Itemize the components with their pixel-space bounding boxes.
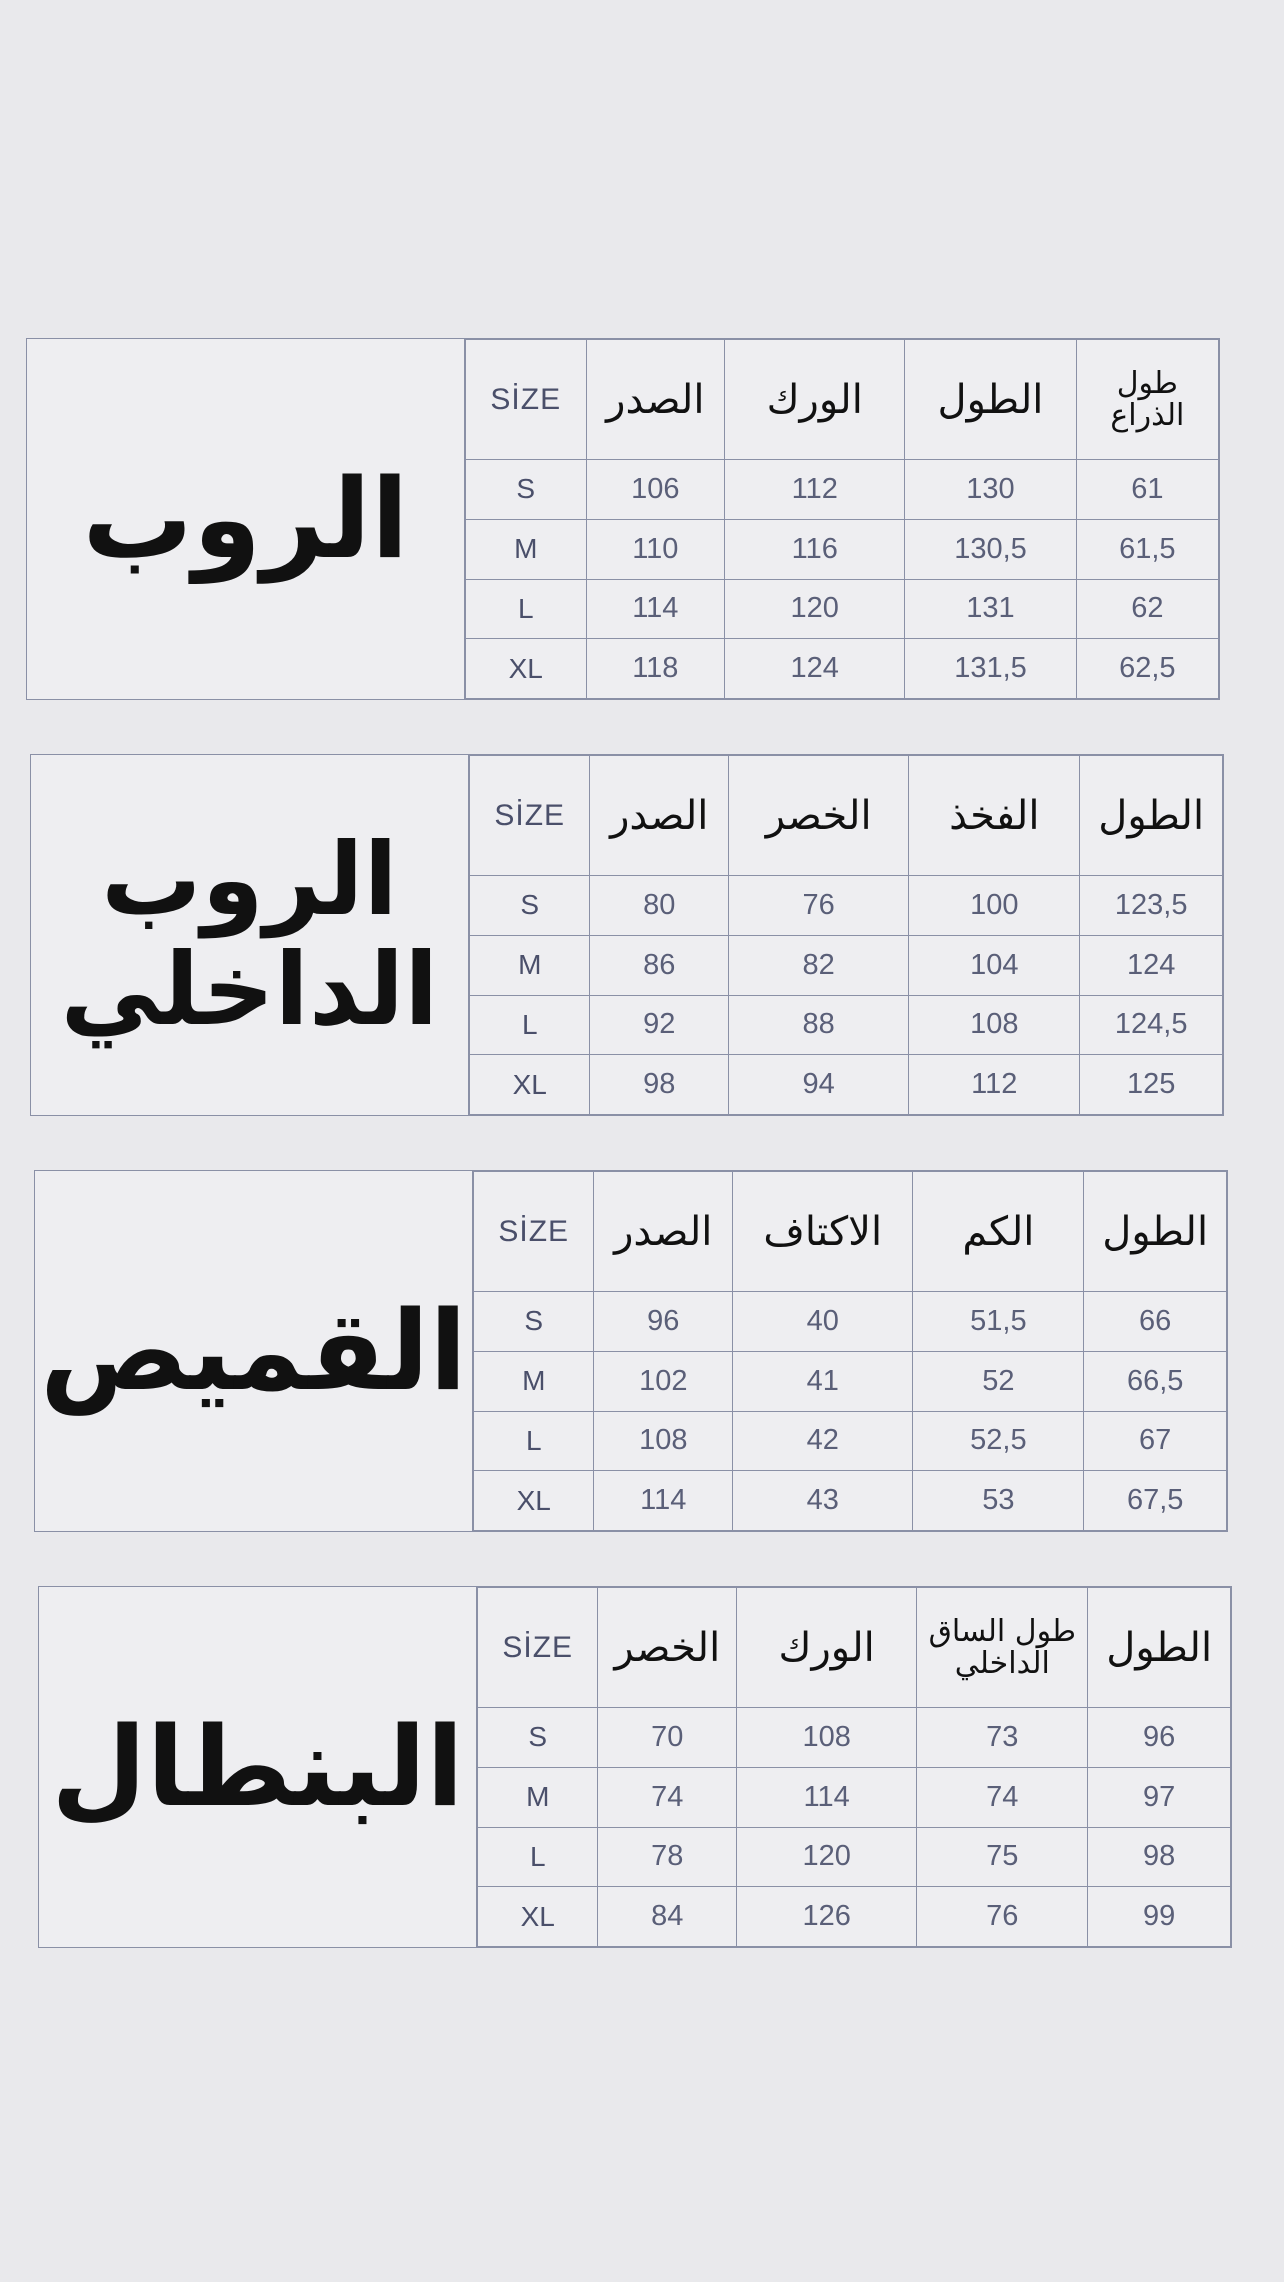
size-chart-shirt bbox=[34, 1170, 1228, 1532]
table-cell: 131 bbox=[905, 579, 1076, 639]
table-cell-size: S bbox=[474, 1292, 594, 1352]
table-cell: 112 bbox=[725, 460, 905, 520]
table-row bbox=[474, 1411, 1227, 1471]
table-row bbox=[470, 876, 1223, 936]
table-cell: 74 bbox=[917, 1767, 1088, 1827]
size-table bbox=[473, 1171, 1227, 1531]
size-table bbox=[477, 1587, 1231, 1947]
table-cell: 76 bbox=[917, 1887, 1088, 1947]
column-header-hip: الورك bbox=[737, 1588, 917, 1708]
table-cell: 43 bbox=[733, 1471, 913, 1531]
table-cell: 75 bbox=[917, 1827, 1088, 1887]
table-cell: 61,5 bbox=[1076, 519, 1218, 579]
table-cell: 42 bbox=[733, 1411, 913, 1471]
column-header-chest: الصدر bbox=[594, 1172, 733, 1292]
table-cell: 97 bbox=[1088, 1767, 1231, 1827]
column-header-size: SİZE bbox=[466, 340, 587, 460]
table-cell: 52 bbox=[913, 1351, 1084, 1411]
table-cell: 92 bbox=[590, 995, 729, 1055]
table-cell: 84 bbox=[598, 1887, 737, 1947]
table-cell: 130 bbox=[905, 460, 1076, 520]
column-header-length: الطول bbox=[1084, 1172, 1227, 1292]
table-cell: 102 bbox=[594, 1351, 733, 1411]
table-cell: 73 bbox=[917, 1708, 1088, 1768]
table-cell: 124,5 bbox=[1080, 995, 1223, 1055]
table-cell: 74 bbox=[598, 1767, 737, 1827]
size-table bbox=[465, 339, 1219, 699]
table-row bbox=[466, 460, 1219, 520]
table-cell: 108 bbox=[737, 1708, 917, 1768]
table-header-row bbox=[474, 1172, 1227, 1292]
column-header-size: SİZE bbox=[474, 1172, 594, 1292]
column-header-shoulders: الاكتاف bbox=[733, 1172, 913, 1292]
table-cell: 67,5 bbox=[1084, 1471, 1227, 1531]
column-header-chest: الصدر bbox=[586, 340, 725, 460]
table-cell: 114 bbox=[594, 1471, 733, 1531]
table-header-row bbox=[470, 756, 1223, 876]
table-cell-size: M bbox=[478, 1767, 598, 1827]
table-cell: 78 bbox=[598, 1827, 737, 1887]
section-title-line: الداخلي bbox=[60, 931, 439, 1048]
table-row bbox=[470, 995, 1223, 1055]
table-row bbox=[466, 519, 1219, 579]
table-cell: 70 bbox=[598, 1708, 737, 1768]
table-row bbox=[478, 1827, 1231, 1887]
column-header-length: الطول bbox=[905, 340, 1076, 460]
table-cell-size: XL bbox=[470, 1055, 590, 1115]
size-chart-trousers bbox=[38, 1586, 1232, 1948]
section-title bbox=[27, 339, 465, 699]
column-header-inseam: طول الساق الداخلي bbox=[917, 1588, 1088, 1708]
table-cell-size: S bbox=[470, 876, 590, 936]
table-cell: 66,5 bbox=[1084, 1351, 1227, 1411]
column-header-length: الطول bbox=[1080, 756, 1223, 876]
table-row bbox=[470, 935, 1223, 995]
column-header-waist: الخصر bbox=[598, 1588, 737, 1708]
table-cell: 94 bbox=[729, 1055, 909, 1115]
table-cell-size: M bbox=[474, 1351, 594, 1411]
table-cell: 131,5 bbox=[905, 639, 1076, 699]
table-cell: 62 bbox=[1076, 579, 1218, 639]
table-cell: 96 bbox=[594, 1292, 733, 1352]
table-row bbox=[466, 579, 1219, 639]
table-cell: 67 bbox=[1084, 1411, 1227, 1471]
table-cell-size: L bbox=[474, 1411, 594, 1471]
table-cell: 126 bbox=[737, 1887, 917, 1947]
table-cell-size: L bbox=[466, 579, 587, 639]
section-title-line: البنطال bbox=[51, 1702, 464, 1831]
table-cell: 112 bbox=[909, 1055, 1080, 1115]
table-row bbox=[474, 1471, 1227, 1531]
table-cell: 116 bbox=[725, 519, 905, 579]
table-cell: 114 bbox=[737, 1767, 917, 1827]
table-row bbox=[474, 1292, 1227, 1352]
column-header-arm-length: طول الذراع bbox=[1076, 340, 1218, 460]
table-cell: 88 bbox=[729, 995, 909, 1055]
table-header-row bbox=[466, 340, 1219, 460]
table-cell: 106 bbox=[586, 460, 725, 520]
column-header-length: الطول bbox=[1088, 1588, 1231, 1708]
table-cell: 99 bbox=[1088, 1887, 1231, 1947]
table-cell: 98 bbox=[1088, 1827, 1231, 1887]
table-cell: 76 bbox=[729, 876, 909, 936]
table-cell-size: XL bbox=[466, 639, 587, 699]
table-row bbox=[478, 1767, 1231, 1827]
table-cell: 108 bbox=[594, 1411, 733, 1471]
column-header-chest: الصدر bbox=[590, 756, 729, 876]
column-header-size: SİZE bbox=[470, 756, 590, 876]
column-header-hip: الورك bbox=[725, 340, 905, 460]
table-cell-size: M bbox=[470, 935, 590, 995]
table-cell: 125 bbox=[1080, 1055, 1223, 1115]
table-cell: 51,5 bbox=[913, 1292, 1084, 1352]
table-cell: 110 bbox=[586, 519, 725, 579]
table-cell: 120 bbox=[725, 579, 905, 639]
table-cell-size: XL bbox=[474, 1471, 594, 1531]
section-title bbox=[39, 1587, 477, 1947]
table-cell-size: L bbox=[478, 1827, 598, 1887]
table-cell: 66 bbox=[1084, 1292, 1227, 1352]
size-chart-inner-robe bbox=[30, 754, 1224, 1116]
table-cell-size: L bbox=[470, 995, 590, 1055]
section-title-line: الروب bbox=[82, 454, 409, 583]
table-header-row bbox=[478, 1588, 1231, 1708]
table-cell: 41 bbox=[733, 1351, 913, 1411]
table-cell: 104 bbox=[909, 935, 1080, 995]
column-header-size: SİZE bbox=[478, 1588, 598, 1708]
table-cell: 62,5 bbox=[1076, 639, 1218, 699]
table-cell: 98 bbox=[590, 1055, 729, 1115]
table-cell: 53 bbox=[913, 1471, 1084, 1531]
column-header-sleeve: الكم bbox=[913, 1172, 1084, 1292]
section-title-line: الروب bbox=[101, 821, 398, 938]
section-title bbox=[31, 755, 469, 1115]
table-row bbox=[478, 1887, 1231, 1947]
table-row bbox=[474, 1351, 1227, 1411]
table-cell: 80 bbox=[590, 876, 729, 936]
size-table bbox=[469, 755, 1223, 1115]
table-cell: 40 bbox=[733, 1292, 913, 1352]
table-cell: 114 bbox=[586, 579, 725, 639]
table-cell: 52,5 bbox=[913, 1411, 1084, 1471]
table-cell-size: XL bbox=[478, 1887, 598, 1947]
table-row bbox=[478, 1708, 1231, 1768]
table-row bbox=[466, 639, 1219, 699]
section-title bbox=[35, 1171, 473, 1531]
table-cell-size: S bbox=[478, 1708, 598, 1768]
table-cell: 124 bbox=[725, 639, 905, 699]
table-cell: 130,5 bbox=[905, 519, 1076, 579]
size-chart-robe bbox=[26, 338, 1220, 700]
table-row bbox=[470, 1055, 1223, 1115]
table-cell-size: S bbox=[466, 460, 587, 520]
table-cell: 86 bbox=[590, 935, 729, 995]
table-cell: 123,5 bbox=[1080, 876, 1223, 936]
table-cell: 118 bbox=[586, 639, 725, 699]
table-cell-size: M bbox=[466, 519, 587, 579]
table-cell: 100 bbox=[909, 876, 1080, 936]
table-cell: 124 bbox=[1080, 935, 1223, 995]
table-cell: 96 bbox=[1088, 1708, 1231, 1768]
table-cell: 82 bbox=[729, 935, 909, 995]
table-cell: 61 bbox=[1076, 460, 1218, 520]
column-header-thigh: الفخذ bbox=[909, 756, 1080, 876]
table-cell: 120 bbox=[737, 1827, 917, 1887]
section-title-line: القميص bbox=[40, 1286, 467, 1415]
column-header-waist: الخصر bbox=[729, 756, 909, 876]
table-cell: 108 bbox=[909, 995, 1080, 1055]
